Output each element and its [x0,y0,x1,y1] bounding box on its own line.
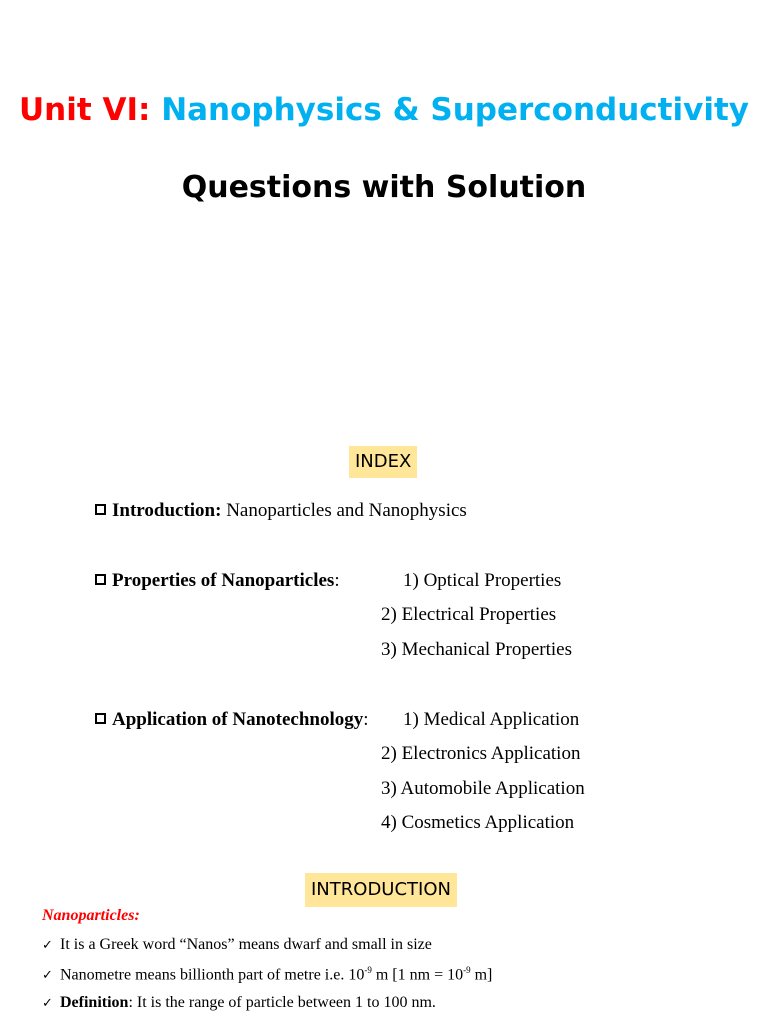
bullet-text-mid: m [1 nm = 10 [371,966,464,984]
index-item-application [95,709,369,731]
sub-item: 3) Automobile Application [381,778,585,799]
checkmark-icon: ✓ [42,967,53,983]
bullet-text-pre: Nanometre means billionth part of metre i.e. 10 [60,966,365,984]
checkmark-icon: ✓ [42,995,53,1010]
definition-label: Definition [60,994,129,1011]
bullet-text: It is a Greek word “Nanos” means dwarf and small in size [60,936,432,953]
checkbox-bullet-icon [95,504,106,515]
index-item-text: Nanoparticles and Nanophysics [221,500,467,521]
checkbox-bullet-icon [95,574,106,585]
sub-item: 2) Electrical Properties [381,604,557,625]
bullet-item [42,965,492,984]
exponent: -9 [463,965,471,975]
sub-item: 2) Electronics Application [381,743,581,764]
index-item-label: Application of Nanotechnology [112,709,364,730]
index-item-label: Properties of Nanoparticles [112,570,335,591]
unit-label: Unit VI: [18,92,151,128]
topic-title: Nanophysics & Superconductivity [161,92,749,128]
sub-item: 3) Mechanical Properties [381,639,572,660]
document-subtitle: Questions with Solution [181,170,587,205]
sub-item: 1) Optical Properties [403,570,562,591]
bullet-item [42,936,432,954]
index-item-separator: : [363,709,369,730]
definition-text: : It is the range of particle between 1 to 100 nm. [128,994,436,1011]
sub-item: 1) Medical Application [403,709,580,730]
exponent: -9 [364,965,372,975]
index-heading: INDEX [349,446,417,478]
index-item-separator: : [334,570,340,591]
index-item-properties [95,570,340,592]
nanoparticles-label: Nanoparticles: [42,907,140,924]
sub-item: 4) Cosmetics Application [381,812,575,833]
index-item-label: Introduction: [112,500,222,521]
index-item-introduction [95,500,467,522]
bullet-text-post: m] [470,966,493,984]
checkbox-bullet-icon [95,713,106,724]
checkmark-icon: ✓ [42,937,53,952]
bullet-item [42,994,436,1012]
document-title [0,92,768,128]
introduction-heading: INTRODUCTION [305,873,457,907]
